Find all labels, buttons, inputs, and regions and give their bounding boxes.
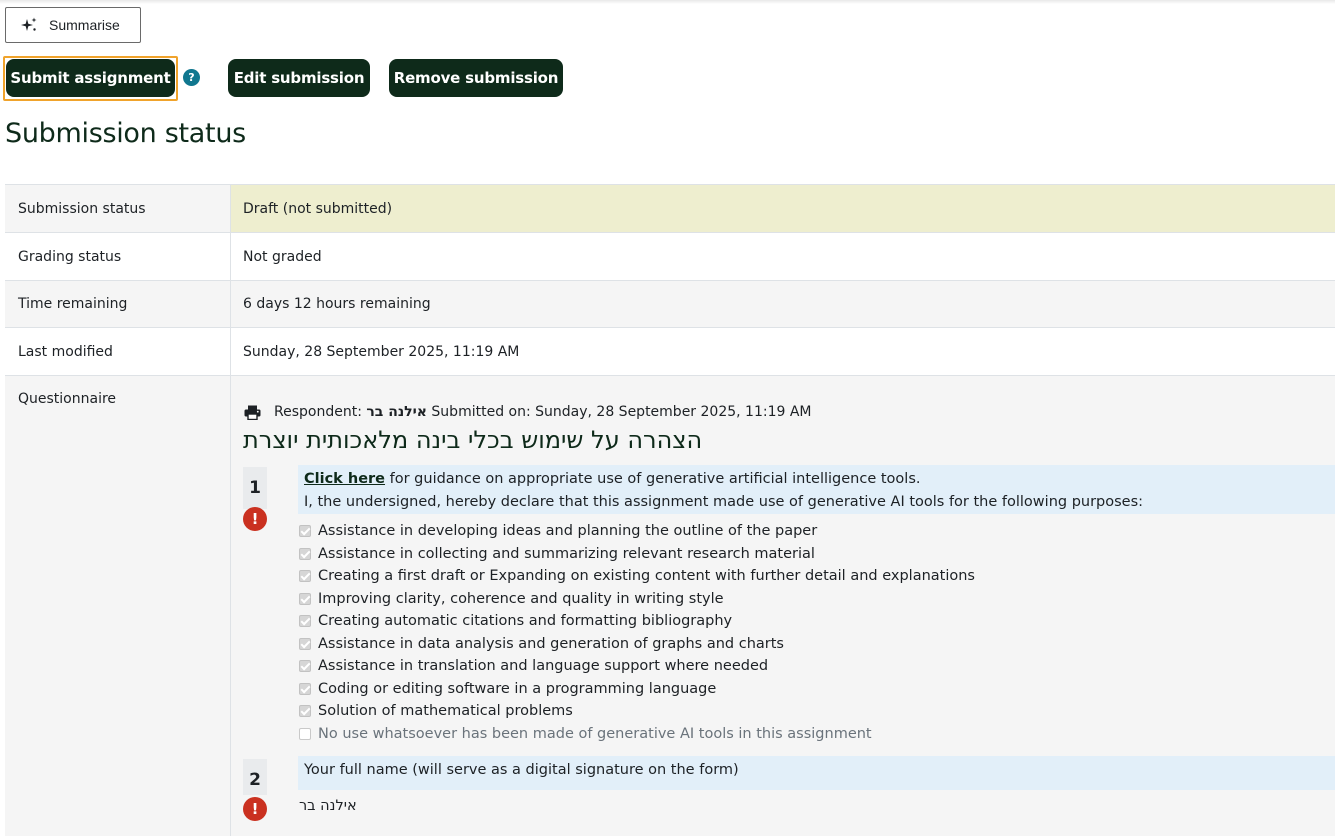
questionnaire-panel: [231, 376, 1335, 836]
question-number: 2: [243, 759, 267, 795]
checkbox-icon: [299, 548, 311, 560]
checkbox-option: [299, 543, 975, 566]
questionnaire-title: הצהרה על שימוש בכלי בינה מלאכותית יוצרת: [243, 426, 703, 454]
sparkle-icon: [20, 16, 38, 34]
option-label: Assistance in developing ideas and planning the outline of the paper: [318, 523, 818, 540]
option-label: No use whatsoever has been made of generative AI tools in this assignment: [318, 725, 872, 742]
printer-icon[interactable]: [244, 405, 261, 420]
checkbox-option: [299, 610, 975, 633]
checkbox-option: [299, 565, 975, 588]
checkbox-option: [299, 723, 975, 746]
section-title: Submission status: [5, 118, 246, 149]
help-icon[interactable]: ?: [183, 69, 200, 86]
submission-status-table: [5, 184, 1335, 836]
checkbox-icon: [299, 728, 311, 740]
option-label: Improving clarity, coherence and quality in writing style: [318, 590, 724, 607]
remove-submission-button[interactable]: Remove submission: [389, 59, 563, 97]
respondent-name: אילנה בר: [366, 404, 427, 420]
table-row: [5, 185, 1335, 233]
option-label: Assistance in data analysis and generation of graphs and charts: [318, 635, 784, 652]
option-label: Assistance in translation and language support where needed: [318, 658, 769, 675]
option-label: Coding or editing software in a programming language: [318, 680, 717, 697]
checkbox-option: [299, 678, 975, 701]
table-row: [5, 376, 1335, 836]
row-value: Not graded: [231, 233, 1335, 280]
checkbox-option: [299, 655, 975, 678]
row-value: Draft (not submitted): [231, 185, 1335, 232]
checkbox-icon: [299, 615, 311, 627]
table-row: [5, 281, 1335, 328]
question-text: Your full name (will serve as a digital signature on the form): [298, 756, 1335, 790]
submission-actions: [3, 56, 603, 101]
respondent-prefix: Respondent:: [274, 404, 362, 420]
question-text-after-link: for guidance on appropriate use of generative artificial intelligence tools.: [385, 471, 921, 487]
checkbox-icon: [299, 660, 311, 672]
checkbox-icon: [299, 638, 311, 650]
respondent-line: [244, 404, 812, 420]
checkbox-option: [299, 700, 975, 723]
question-number: 1: [243, 467, 267, 509]
row-label: Time remaining: [5, 281, 231, 327]
purpose-options: [299, 520, 975, 745]
row-value: Sunday, 28 September 2025, 11:19 AM: [231, 328, 1335, 375]
guidance-link[interactable]: Click here: [304, 471, 386, 487]
option-label: Assistance in collecting and summarizing relevant research material: [318, 545, 815, 562]
row-label: Last modified: [5, 328, 231, 375]
option-label: Solution of mathematical problems: [318, 703, 573, 720]
checkbox-option: [299, 588, 975, 611]
checkbox-option: [299, 520, 975, 543]
row-label: Grading status: [5, 233, 231, 280]
submit-assignment-button[interactable]: Submit assignment: [6, 59, 175, 97]
checkbox-icon: [299, 570, 311, 582]
option-label: Creating a first draft or Expanding on existing content with further detail and explanations: [318, 568, 975, 585]
table-row: [5, 328, 1335, 376]
question-text: [298, 465, 1335, 514]
checkbox-icon: [299, 525, 311, 537]
warning-icon: !: [243, 507, 267, 531]
checkbox-icon: [299, 593, 311, 605]
row-label: Submission status: [5, 185, 231, 232]
checkbox-option: [299, 633, 975, 656]
signature-answer: אילנה בר: [299, 798, 357, 814]
top-shadow: [0, 0, 1335, 4]
submitted-on: Submitted on: Sunday, 28 September 2025, 11:19 AM: [431, 404, 812, 420]
row-value: 6 days 12 hours remaining: [231, 281, 1335, 327]
summarise-button[interactable]: [5, 7, 141, 43]
edit-submission-button[interactable]: Edit submission: [228, 59, 370, 97]
checkbox-icon: [299, 683, 311, 695]
warning-icon: !: [243, 797, 267, 821]
question-text-line2: I, the undersigned, hereby declare that this assignment made use of generative AI tools for the following purposes:: [304, 494, 1144, 510]
row-label: Questionnaire: [5, 376, 231, 836]
option-label: Creating automatic citations and formatting bibliography: [318, 613, 733, 630]
checkbox-icon: [299, 705, 311, 717]
summarise-label: Summarise: [49, 17, 120, 33]
table-row: [5, 233, 1335, 281]
